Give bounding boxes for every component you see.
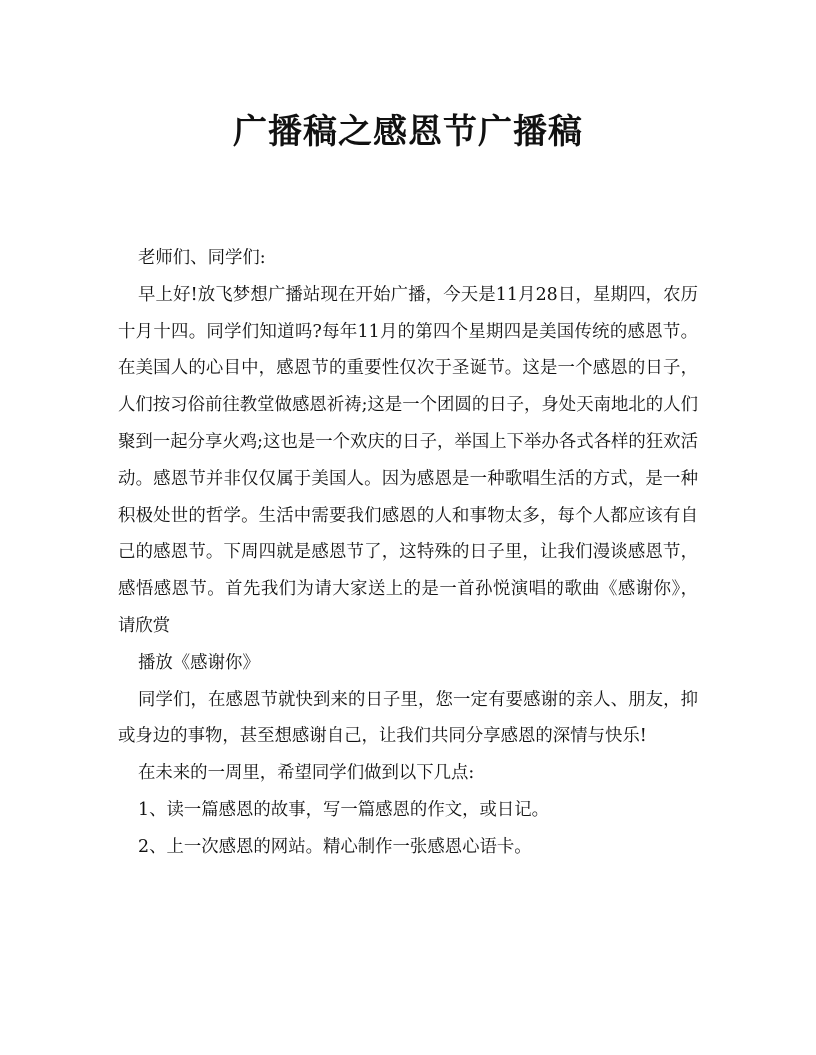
greeting-paragraph: 老师们、同学们: (138, 248, 266, 268)
list-item-2: 2、上一次感恩的网站。精心制作一张感恩心语卡。 (138, 836, 532, 857)
document-title: 广播稿之感恩节广播稿 (233, 112, 583, 152)
week-plan-paragraph: 在未来的一周里，希望同学们做到以下几点: (138, 763, 475, 784)
list-item-1: 1、读一篇感恩的故事，写一篇感恩的作文，或日记。 (138, 799, 550, 820)
play-song-paragraph: 播放《感谢你》 (138, 652, 260, 673)
document-body (118, 240, 698, 866)
intro-paragraph: 早上好!放飞梦想广播站现在开始广播，今天是11月28日，星期四，农历十月十四。同学们知道吗?每年11月的第四个星期四是美国传统的感恩节。在美国人的心目中，感恩节的重要性仅次于圣诞节。这是一个感恩的日子，人们按习俗前往教堂做感恩祈祷;这是一个团圆的日子，身处天南地北的人们聚到一起分享火鸡;这也是一个欢庆的日子，举国上下举办各式各样的狂欢活动。感恩节并非仅仅属于美国人。因为感恩是一种歌唱生活的方式，是一种积极处世的哲学。生活中需要我们感恩的人和事物太多，每个人都应该有自己的感恩节。下周四就是感恩节了，这特殊的日子里，让我们漫谈感恩节，感悟感恩节。首先我们为请大家送上的是一首孙悦演唱的歌曲《感谢你》，请欣赏 (118, 284, 698, 636)
share-gratitude-paragraph: 同学们，在感恩节就快到来的日子里，您一定有要感谢的亲人、朋友，抑或身边的事物，甚至想感谢自己，让我们共同分享感恩的深情与快乐! (118, 689, 698, 747)
